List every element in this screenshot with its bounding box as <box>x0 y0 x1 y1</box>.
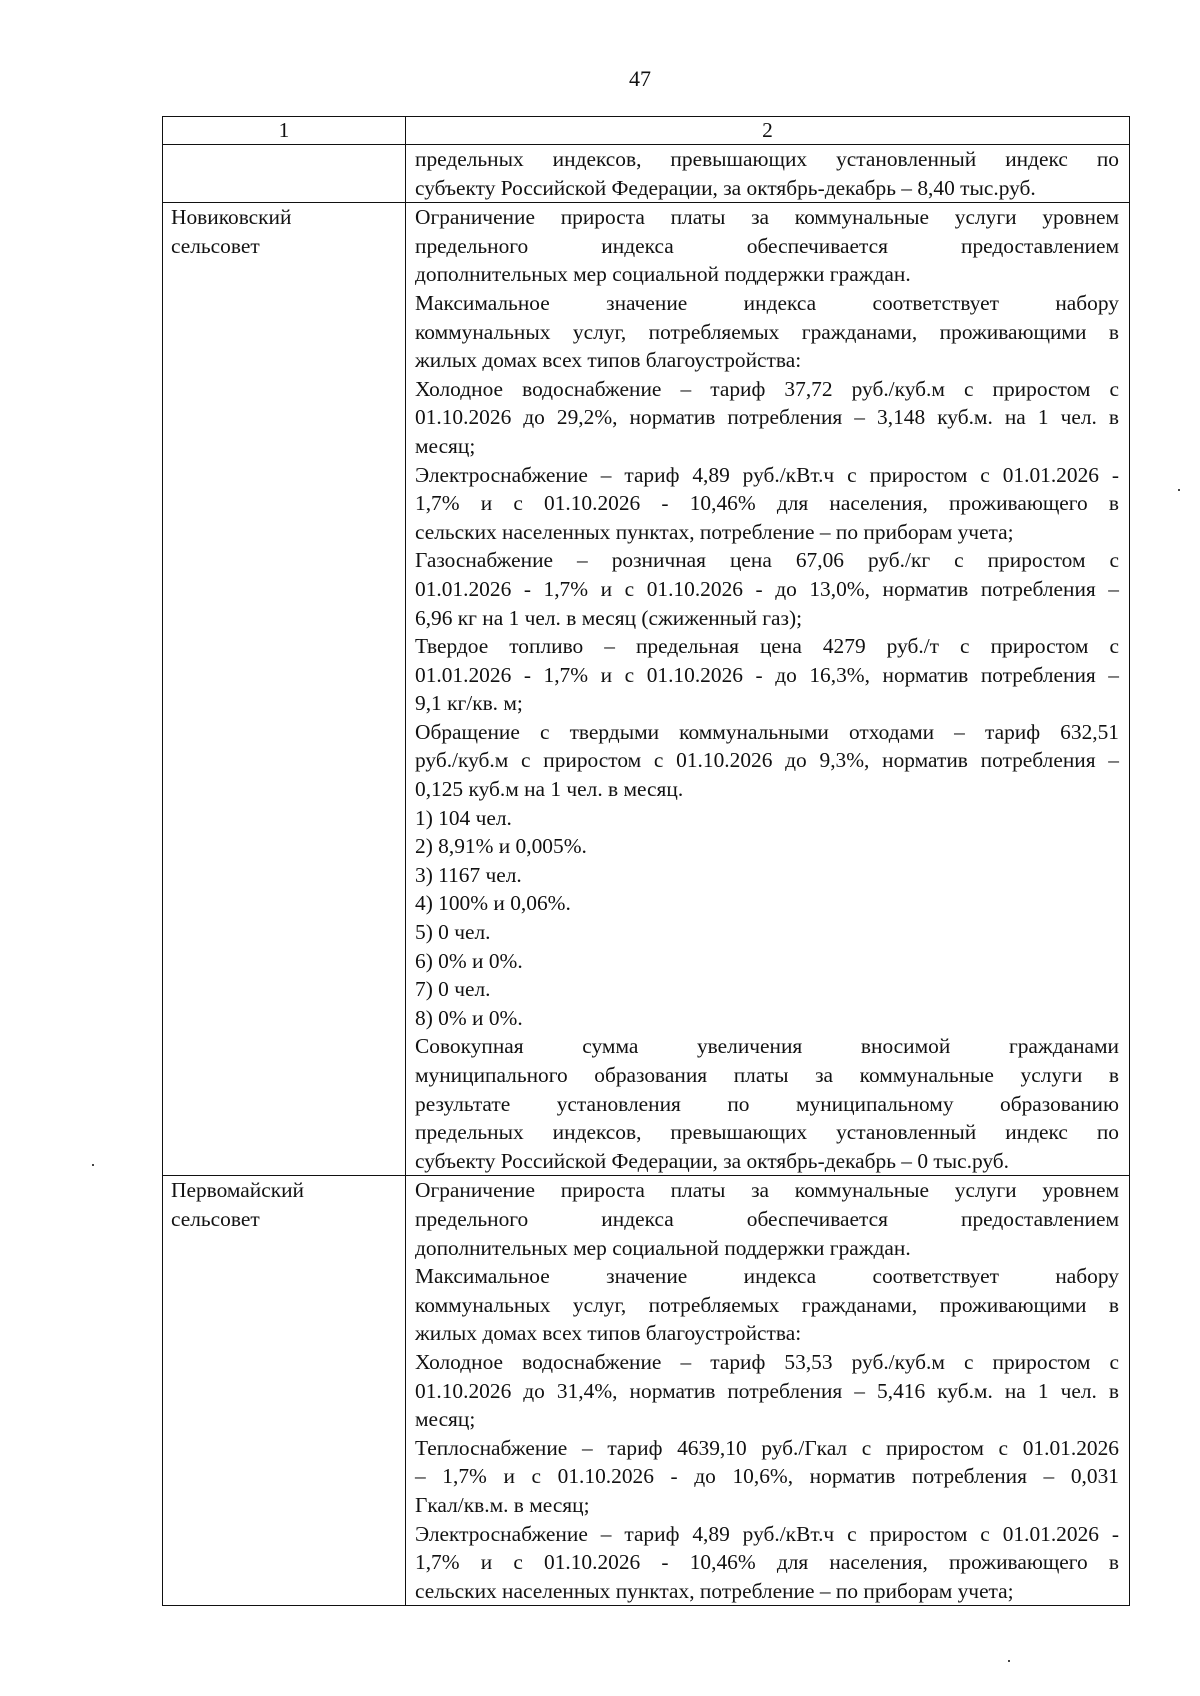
description-line: 3) 1167 чел. <box>415 862 522 887</box>
description-line: 6) 0% и 0%. <box>415 948 523 973</box>
description-line: сельских населенных пунктах, потребление – по приборам учета; <box>415 519 1014 544</box>
description-line: Холодное водоснабжение – тариф 37,72 руб./куб.м с приростом с <box>415 376 1119 401</box>
description-line: дополнительных мер социальной поддержки граждан. <box>415 1235 911 1260</box>
description-line: Холодное водоснабжение – тариф 53,53 руб./куб.м с приростом с <box>415 1349 1119 1374</box>
column-header-2: 2 <box>406 117 1130 145</box>
municipality-name-line: сельсовет <box>171 233 260 258</box>
municipality-name-line: Первомайский <box>171 1178 304 1203</box>
description-line: 2) 8,91% и 0,005%. <box>415 834 587 859</box>
description-line: 01.01.2026 - 1,7% и с 01.10.2026 - до 16,3%, норматив потребления – <box>415 662 1119 687</box>
description-line: сельских населенных пунктах, потребление – по приборам учета; <box>415 1578 1014 1603</box>
scan-speck <box>1178 489 1180 491</box>
column-header-1: 1 <box>163 117 406 145</box>
municipality-name-line: Новиковский <box>171 205 292 230</box>
description-line: коммунальных услуг, потребляемых гражданами, проживающими в <box>415 319 1119 344</box>
table-row <box>163 203 1130 1176</box>
municipality-cell <box>163 1176 406 1606</box>
table-header-row <box>163 117 1130 145</box>
page-number: 47 <box>629 66 651 91</box>
description-line: Электроснабжение – тариф 4,89 руб./кВт.ч с приростом с 01.01.2026 - <box>415 1521 1119 1546</box>
description-line: жилых домах всех типов благоустройства: <box>415 1321 802 1346</box>
tariff-table <box>162 116 1130 1606</box>
municipality-name-line: сельсовет <box>171 1206 260 1231</box>
table-row <box>163 145 1130 203</box>
description-line: предельного индекса обеспечивается предоставлением <box>415 1206 1119 1231</box>
description-line: субъекту Российской Федерации, за октябрь-декабрь – 0 тыс.руб. <box>415 1148 1010 1173</box>
description-line: 8) 0% и 0%. <box>415 1005 523 1030</box>
description-line: Твердое топливо – предельная цена 4279 руб./т с приростом с <box>415 634 1119 659</box>
description-line: коммунальных услуг, потребляемых гражданами, проживающими в <box>415 1292 1119 1317</box>
municipality-cell <box>163 145 406 203</box>
description-line: Электроснабжение – тариф 4,89 руб./кВт.ч с приростом с 01.01.2026 - <box>415 462 1119 487</box>
description-line: 1,7% и с 01.10.2026 - 10,46% для населения, проживающего в <box>415 1550 1119 1575</box>
table-row <box>163 1176 1130 1606</box>
description-line: Совокупная сумма увеличения вносимой гражданами <box>415 1034 1119 1059</box>
description-line: предельного индекса обеспечивается предоставлением <box>415 233 1119 258</box>
description-line: предельных индексов, превышающих установленный индекс по <box>415 147 1119 171</box>
description-line: Максимальное значение индекса соответствует набору <box>415 1264 1119 1289</box>
description-line: 5) 0 чел. <box>415 920 491 945</box>
description-line: 01.10.2026 до 29,2%, норматив потребления – 3,148 куб.м. на 1 чел. в <box>415 405 1119 430</box>
description-line: Теплоснабжение – тариф 4639,10 руб./Гкал с приростом с 01.01.2026 <box>415 1435 1119 1460</box>
description-line: предельных индексов, превышающих установленный индекс по <box>415 1120 1119 1145</box>
description-line: 1,7% и с 01.10.2026 - 10,46% для населения, проживающего в <box>415 491 1119 516</box>
description-line: руб./куб.м с приростом с 01.10.2026 до 9,3%, норматив потребления – <box>415 748 1119 773</box>
scan-speck <box>92 1164 94 1166</box>
description-line: месяц; <box>415 1407 476 1432</box>
description-line: результате установления по муниципальному образованию <box>415 1091 1119 1116</box>
description-line: 6,96 кг на 1 чел. в месяц (сжиженный газ); <box>415 605 803 630</box>
description-line: 01.01.2026 - 1,7% и с 01.10.2026 - до 13,0%, норматив потребления – <box>415 576 1119 601</box>
description-line: 0,125 куб.м на 1 чел. в месяц. <box>415 777 684 802</box>
description-line: Газоснабжение – розничная цена 67,06 руб./кг с приростом с <box>415 548 1119 573</box>
description-line: 9,1 кг/кв. м; <box>415 691 523 716</box>
description-cell <box>406 145 1130 203</box>
description-line: субъекту Российской Федерации, за октябрь-декабрь – 8,40 тыс.руб. <box>415 175 1036 200</box>
description-line: жилых домах всех типов благоустройства: <box>415 348 802 373</box>
description-line: муниципального образования платы за коммунальные услуги в <box>415 1063 1119 1087</box>
description-cell <box>406 203 1130 1176</box>
description-line: 4) 100% и 0,06%. <box>415 891 571 916</box>
description-line: Ограничение прироста платы за коммунальные услуги уровнем <box>415 205 1119 230</box>
description-line: – 1,7% и с 01.10.2026 - до 10,6%, норматив потребления – 0,031 <box>415 1464 1119 1489</box>
description-line: месяц; <box>415 433 476 458</box>
scan-speck <box>1008 1660 1010 1662</box>
description-line: Максимальное значение индекса соответствует набору <box>415 290 1119 315</box>
municipality-cell <box>163 203 406 1176</box>
description-line: 01.10.2026 до 31,4%, норматив потребления – 5,416 куб.м. на 1 чел. в <box>415 1378 1119 1403</box>
description-line: 1) 104 чел. <box>415 805 512 830</box>
description-line: 7) 0 чел. <box>415 977 491 1002</box>
description-cell <box>406 1176 1130 1606</box>
description-line: дополнительных мер социальной поддержки граждан. <box>415 262 911 287</box>
description-line: Обращение с твердыми коммунальными отходами – тариф 632,51 <box>415 719 1119 744</box>
description-line: Гкал/кв.м. в месяц; <box>415 1492 590 1517</box>
description-line: Ограничение прироста платы за коммунальные услуги уровнем <box>415 1178 1119 1203</box>
